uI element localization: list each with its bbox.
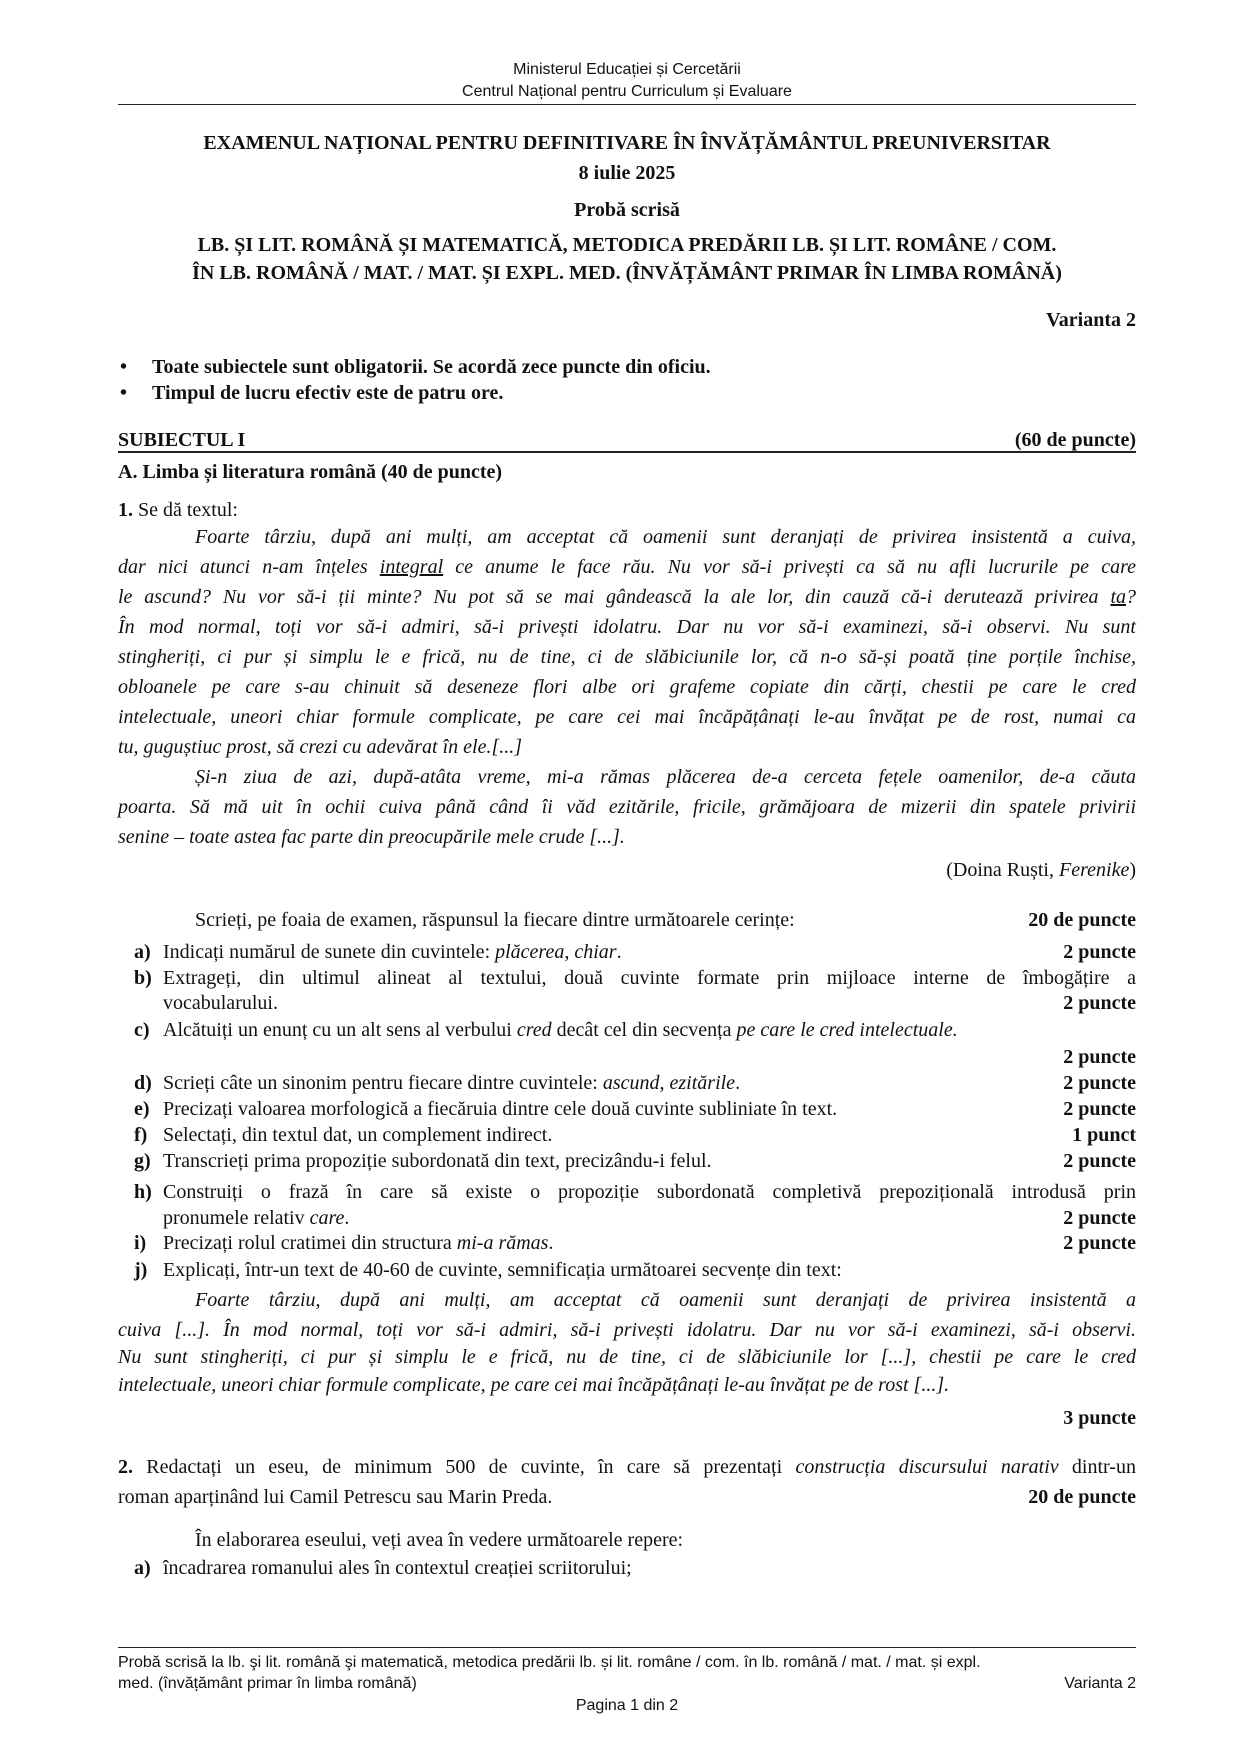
rule-item: • Toate subiectele sunt obligatorii. Se acordă zece puncte din oficiu. <box>120 356 711 378</box>
rule-item: • Timpul de lucru efectiv este de patru ore. <box>120 382 504 404</box>
section-heading: SUBIECTUL I (60 de puncte) <box>118 429 1136 451</box>
section-divider <box>118 451 1136 453</box>
exam-date: 8 iulie 2025 <box>578 162 676 184</box>
passage-line: Foarte târziu, după ani mulți, am acceptat că oamenii sunt deranjați de privirea insistentă a cuiva, <box>195 526 1136 548</box>
passage-line: Și-n ziua de azi, după-atâta vreme, mi-a rămas plăcerea de-a cerceta fețele oamenilor, de-a căuta <box>195 766 1136 788</box>
quote-line: intelectuale, uneori chiar formule complicate, pe care cei mai încăpățânați le-au învățat pe de rost [...]. <box>118 1374 950 1396</box>
question-2: 2. Redactați un eseu, de minimum 500 de cuvinte, în care să prezentați construcția discursului narativ dintr-un <box>118 1456 1136 1478</box>
footer-divider <box>118 1647 1136 1648</box>
test-type: Probă scrisă <box>574 199 680 221</box>
task-h-continued: pronumele relativ care. 2 puncte <box>163 1207 1136 1229</box>
passage-line: le ascund? Nu vor să-i ții minte? Nu pot să se mai gândească la ale lor, din cauză că-i derutează privirea ta? <box>118 586 1136 608</box>
bullet-icon: • <box>120 382 128 404</box>
task-h: h) Construiți o frază în care să existe o propoziție subordonată completivă prepozițională introdusă prin <box>134 1181 1136 1203</box>
footer-line-2: med. (învățământ primar în limba română) Varianta 2 <box>118 1673 1136 1695</box>
essay-guide: În elaborarea eseului, veți avea în vedere următoarele repere: <box>195 1529 684 1551</box>
passage-source: (Doina Ruști, Ferenike) <box>946 859 1136 881</box>
task-a: a) Indicați numărul de sunete din cuvintele: plăcerea, chiar. 2 puncte <box>134 941 1136 963</box>
passage-line: dar nici atunci n-am înțeles integral ce anume le face rău. Nu vor să-i privești ca să nu afli lucrurile pe care <box>118 556 1136 578</box>
passage-line: intelectuale, uneori chiar formule complicate, pe care cei mai încăpățânați le-au învățat pe de rost, numai ca <box>118 706 1136 728</box>
subject-line-2: ÎN LB. ROMÂNĂ / MAT. / MAT. ȘI EXPL. MED. (ÎNVĂȚĂMÂNT PRIMAR ÎN LIMBA ROMÂNĂ) <box>192 262 1062 284</box>
question-1-intro: 1. Se dă textul: <box>118 499 238 521</box>
task-b-continued: vocabularului. 2 puncte <box>163 992 1136 1014</box>
subject-line-1: LB. ȘI LIT. ROMÂNĂ ȘI MATEMATICĂ, METODICA PREDĂRII LB. ȘI LIT. ROMÂNE / COM. <box>197 234 1057 256</box>
task-j: j) Explicați, într-un text de 40-60 de cuvinte, semnificația următoarei secvențe din text: <box>134 1259 842 1281</box>
task-e: e) Precizați valoarea morfologică a fiecăruia dintre cele două cuvinte subliniate în text. 2 puncte <box>134 1098 1136 1120</box>
passage-line: senine – toate astea fac parte din preocupările mele crude [...]. <box>118 826 625 848</box>
footer-line-1: Probă scrisă la lb. şi lit. română şi matematică, metodica predării lb. și lit. române / com. în lb. română / mat. / mat. și expl. <box>118 1654 981 1671</box>
underlined-word: ta <box>1110 586 1126 608</box>
page-number: Pagina 1 din 2 <box>575 1697 679 1714</box>
bullet-icon: • <box>120 356 128 378</box>
task-f: f) Selectați, din textul dat, un complement indirect. 1 punct <box>134 1124 1136 1146</box>
task-j-points: 3 puncte <box>1063 1407 1136 1429</box>
part-a-heading: A. Limba și literatura română (40 de puncte) <box>118 461 503 483</box>
passage-line: tu, guguștiuc prost, să crezi cu adevărat în ele.[...] <box>118 736 523 758</box>
task-b: b) Extrageți, din ultimul alineat al textului, două cuvinte formate prin mijloace interne de îmbogățire a <box>134 967 1136 989</box>
underlined-word: integral <box>379 556 444 578</box>
passage-line: poarta. Să mă uit în ochii cuiva până când îi văd ezitările, fricile, grămăjoara de mizerii din spatele privirii <box>118 796 1136 818</box>
task-d: d) Scrieți câte un sinonim pentru fiecare dintre cuvintele: ascund, ezitările. 2 puncte <box>134 1072 1136 1094</box>
variant-label: Varianta 2 <box>1046 309 1136 331</box>
center-name: Centrul Național pentru Curriculum și Evaluare <box>462 83 792 100</box>
task-c: c) Alcătuiți un enunț cu un alt sens al verbului cred decât cel din secvența pe care le cred intelectuale. <box>134 1019 958 1041</box>
footer-variant: Varianta 2 <box>1064 1675 1136 1692</box>
passage-line: obloanele pe care s-au chinuit să deseneze flori albe ori grafeme copiate din cărți, chestii pe care le cred <box>118 676 1136 698</box>
ministry-name: Ministerul Educației și Cercetării <box>513 61 741 78</box>
passage-line: stingheriți, ci pur și simplu le e frică, nu de tine, ci de slăbiciunile lor, că n-o să-și poată ține porțile închise, <box>118 646 1136 668</box>
quote-line: Foarte târziu, după ani mulți, am acceptat că oamenii sunt deranjați de privirea insistentă a <box>195 1289 1136 1311</box>
essay-guide-item: a) încadrarea romanului ales în contextul creației scriitorului; <box>134 1557 632 1579</box>
task-i: i) Precizați rolul cratimei din structura mi-a rămas. 2 puncte <box>134 1232 1136 1254</box>
instruction: Scrieți, pe foaia de examen, răspunsul la fiecare dintre următoarele cerințe: 20 de puncte <box>195 909 1136 931</box>
quote-line: Nu sunt stingheriți, ci pur și simplu le e frică, nu de tine, ci de slăbiciunile lor [...], chestii pe care le cred <box>118 1346 1136 1368</box>
exam-title: EXAMENUL NAȚIONAL PENTRU DEFINITIVARE ÎN ÎNVĂȚĂMÂNTUL PREUNIVERSITAR <box>203 132 1051 154</box>
task-g: g) Transcrieți prima propoziție subordonată din text, precizându-i felul. 2 puncte <box>134 1150 1136 1172</box>
passage-line: În mod normal, toți vor să-i admiri, să-i privești idolatru. Dar nu vor să-i examinezi, să-i observi. Nu sunt <box>118 616 1136 638</box>
task-c-points: 2 puncte <box>1063 1046 1136 1068</box>
quote-line: cuiva [...]. În mod normal, toți vor să-i admiri, să-i privești idolatru. Dar nu vor să-i examinezi, să-i observi. <box>118 1319 1136 1341</box>
question-2-continued: roman aparținând lui Camil Petrescu sau Marin Preda. 20 de puncte <box>118 1486 1136 1508</box>
header-divider <box>118 104 1136 105</box>
